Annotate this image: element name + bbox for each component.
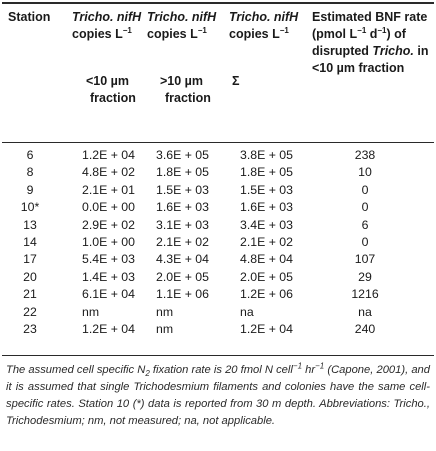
table-cell-c2: 3.1E + 03 (156, 217, 209, 232)
header-col3-sub-a: Σ (232, 74, 240, 88)
header-col2-sub-a: >10 µm (160, 74, 203, 88)
table-cell-c3: 1.6E + 03 (240, 200, 293, 215)
table-cell-c2: 4.3E + 04 (156, 252, 209, 267)
table-cell-c4: 238 (354, 148, 376, 162)
table-cell-station: 9 (26, 182, 34, 197)
table-cell-c3: 3.8E + 05 (240, 148, 293, 162)
header-col3-line2: copies L (229, 27, 280, 41)
header-col1-line1: Tricho. nifH (72, 10, 142, 24)
table-row (0, 269, 436, 286)
table-cell-c1: 2.9E + 02 (82, 217, 135, 232)
table-cell-c1: 1.2E + 04 (82, 321, 135, 336)
table-bottom-rule (2, 355, 434, 356)
header-col4-line2: (pmol $L^{-1}$ $d^{-1}$) of (312, 25, 406, 41)
table-cell-station: 10* (20, 200, 40, 215)
header-col2-line1: Tricho. nifH (147, 10, 217, 24)
header-col3-exp: −1 (279, 25, 289, 35)
table-cell-c2: nm (156, 321, 174, 336)
header-col2-line2: copies L (147, 27, 198, 41)
table-cell-c2: 1.5E + 03 (156, 182, 209, 197)
table-cell-c3: 1.2E + 06 (240, 287, 293, 302)
header-col2-exp: −1 (197, 25, 207, 35)
header-col4-line3: disrupted Tricho. in (312, 44, 429, 58)
table-cell-c1: 5.4E + 03 (82, 252, 135, 267)
table-row (0, 147, 436, 164)
table-row (0, 182, 436, 199)
table-cell-c4: 0 (361, 182, 369, 197)
table-cell-station: 6 (26, 148, 34, 162)
table-cell-station: 21 (23, 287, 37, 302)
table-cell-c3: 1.2E + 04 (240, 321, 293, 336)
table-cell-c4: 107 (354, 252, 376, 267)
table-cell-c1: 6.1E + 04 (82, 287, 135, 302)
header-col3 (229, 9, 309, 145)
table-row (0, 251, 436, 268)
table-top-rule (2, 2, 434, 4)
header-col4 (312, 9, 434, 145)
table-row (0, 286, 436, 303)
table-cell-c2: 1.6E + 03 (156, 200, 209, 215)
table-cell-c4: 0 (361, 234, 369, 249)
table-cell-c2: nm (156, 304, 174, 319)
table-cell-station: 8 (26, 165, 34, 180)
table-cell-c2: 3.6E + 05 (156, 148, 209, 162)
table-cell-c4: 10 (358, 165, 372, 180)
table-cell-station: 20 (23, 269, 37, 284)
table-cell-station: 13 (23, 217, 37, 232)
table-body (0, 147, 436, 338)
header-col4-line4: <10 µm fraction (312, 61, 405, 75)
table-cell-station: 22 (23, 304, 37, 319)
table-cell-c1: 1.4E + 03 (82, 269, 135, 284)
table-cell-c4: 0 (361, 200, 369, 215)
table-footnote: The assumed cell specific $N_2$ fixation rate is 20 fmol N cell$^{-1}$ $hr^{-1}$ (Capone, 2001), and it is assumed that single Trichodesmium filaments and colonies have the same cell-specific rates. Station 10 (*) data is reported from 30 m depth. Abbreviations: Tricho., Trichodesmium; nm, not measured; na, not applicable. (6, 361, 430, 427)
table-row (0, 199, 436, 216)
header-station-label: Station (8, 10, 51, 24)
table-cell-c3: 3.4E + 03 (240, 217, 293, 232)
table-cell-c2: 1.8E + 05 (156, 165, 209, 180)
table-cell-c1: 1.2E + 04 (82, 148, 135, 162)
header-col2-sub-b: fraction (165, 91, 211, 105)
table-row (0, 217, 436, 234)
table-row (0, 321, 436, 338)
table-cell-c4: 240 (354, 321, 376, 336)
table-cell-c1: 2.1E + 01 (82, 182, 135, 197)
table-cell-c4: na (358, 304, 372, 319)
header-col3-line1: Tricho. nifH (229, 10, 299, 24)
table-cell-station: 14 (23, 234, 37, 249)
table-cell-c3: 2.1E + 02 (240, 234, 293, 249)
table-row (0, 234, 436, 251)
header-col1-sub-a: <10 µm (86, 74, 129, 88)
table-cell-c3: 1.5E + 03 (240, 182, 293, 197)
table-row (0, 304, 436, 321)
table-cell-c1: 1.0E + 00 (82, 234, 135, 249)
table-cell-c3: na (240, 304, 254, 319)
table-cell-c2: 1.1E + 06 (156, 287, 209, 302)
table-cell-c1: 0.0E + 00 (82, 200, 135, 215)
table-cell-c4: 6 (361, 217, 369, 232)
table-row (0, 164, 436, 181)
table-cell-station: 17 (23, 252, 37, 267)
table-cell-c1: nm (82, 304, 100, 319)
header-station (8, 9, 64, 145)
table-cell-c3: 2.0E + 05 (240, 269, 293, 284)
table-cell-station: 23 (23, 321, 37, 336)
table-cell-c2: 2.1E + 02 (156, 234, 209, 249)
table-cell-c2: 2.0E + 05 (156, 269, 209, 284)
table-cell-c4: 29 (358, 269, 372, 284)
header-col4-line1: Estimated BNF rate (312, 10, 428, 24)
table-cell-c3: 4.8E + 04 (240, 252, 293, 267)
table-cell-c4: 1216 (351, 287, 379, 302)
header-col1-exp: −1 (122, 25, 132, 35)
header-col1-line2: copies L (72, 27, 123, 41)
header-col1-sub-b: fraction (90, 91, 136, 105)
table-cell-c3: 1.8E + 05 (240, 165, 293, 180)
table-cell-c1: 4.8E + 02 (82, 165, 135, 180)
table-header-rule (2, 142, 434, 143)
